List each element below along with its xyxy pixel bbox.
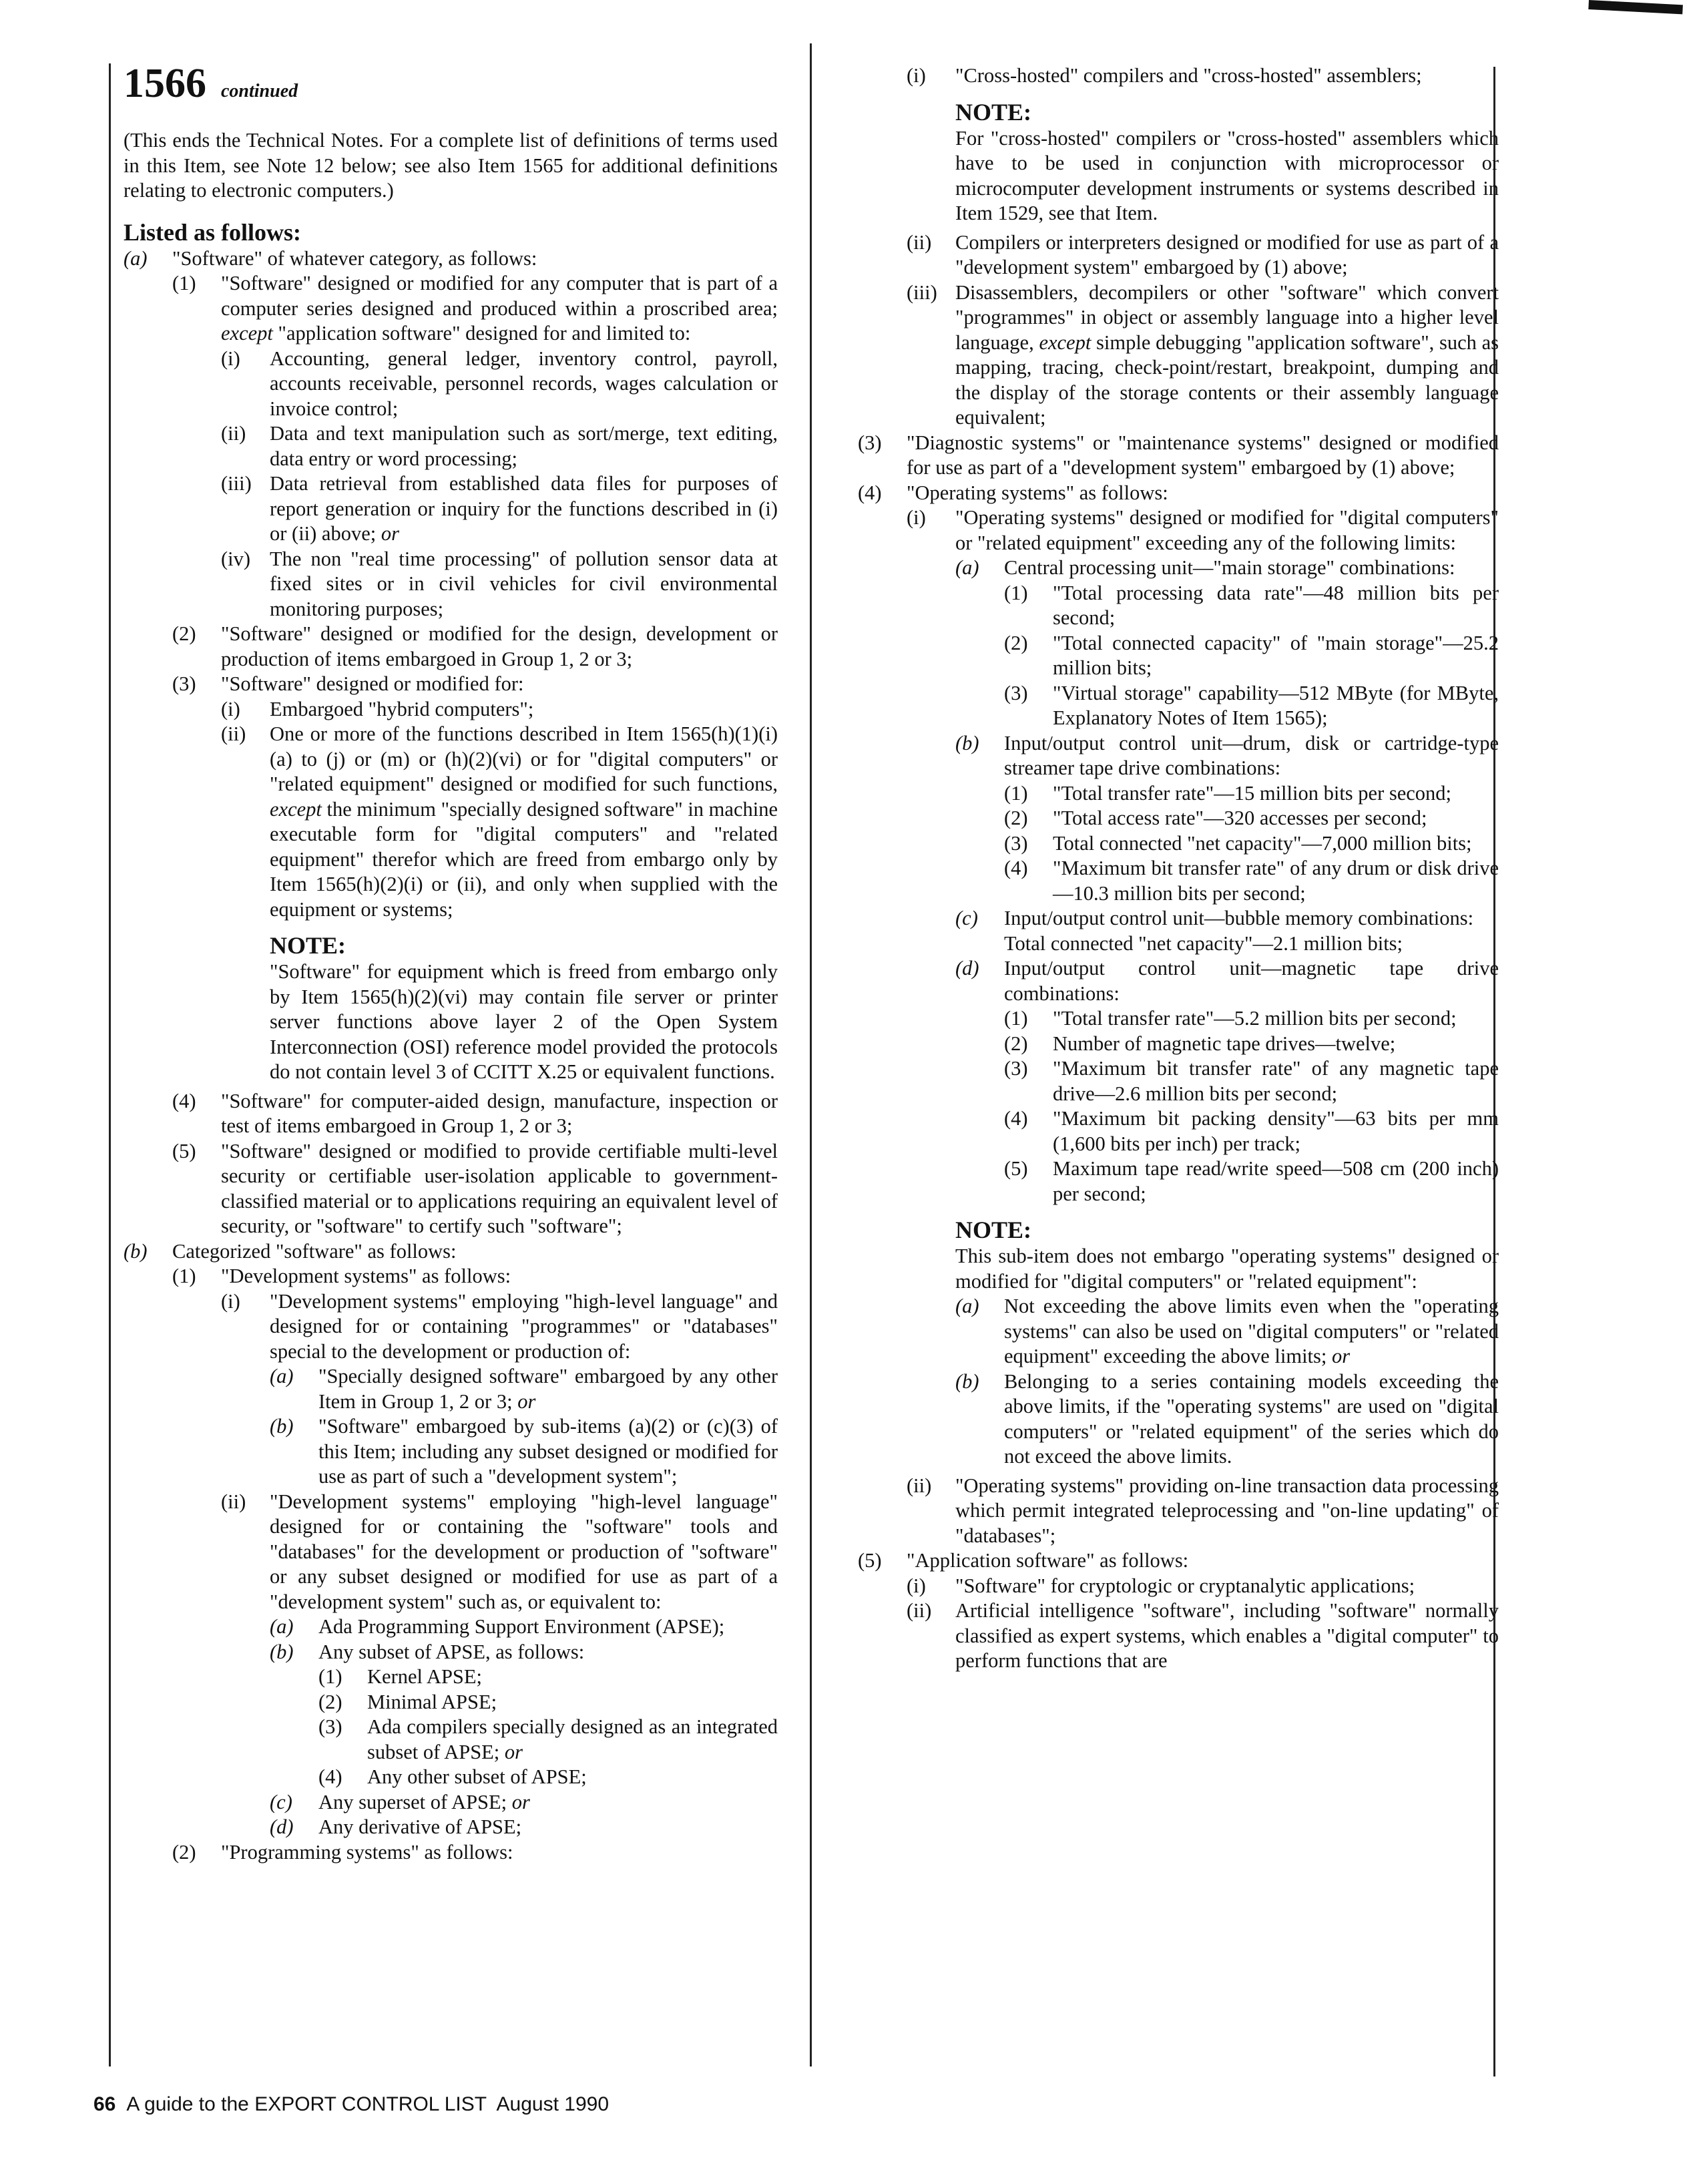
item-label: (1) [1004, 1007, 1028, 1030]
note-text: This sub-item does not embargo "operating systems" designed or modified for "digital computers" or "related equipment": [955, 1245, 1499, 1293]
list-item [955, 1369, 1499, 1470]
note-block [858, 98, 1499, 226]
list-item [124, 547, 778, 622]
list-item [858, 230, 1499, 280]
emphasis: except [1039, 331, 1092, 354]
item-text: Categorized "software" as follows: [172, 1239, 457, 1263]
item-text: "Total access rate"—320 accesses per second; [1053, 807, 1427, 829]
list-item [858, 280, 1499, 431]
item-text: "Total processing data rate"—48 million bits per second; [1053, 581, 1499, 629]
list-item [858, 556, 1499, 581]
list-item [858, 1598, 1499, 1674]
item-label: (i) [221, 347, 240, 370]
item-label: (b) [124, 1239, 148, 1263]
item-text: Input/output control unit—magnetic tape drive combinations: [1004, 957, 1499, 1005]
item-text: Central processing unit—"main storage" combinations: [1004, 556, 1455, 579]
item-label: (3) [318, 1715, 342, 1738]
note-block [858, 1216, 1499, 1470]
list-item [124, 697, 778, 722]
item-label: (4) [1004, 1107, 1028, 1130]
list-item [124, 421, 778, 471]
emphasis: or [381, 522, 399, 545]
item-text [318, 1790, 778, 1815]
item-label: (d) [270, 1815, 294, 1838]
intro-paragraph: (This ends the Technical Notes. For a complete list of definitions of terms used in this Item, see Note 12 below; see also Item 1565 for additional definitions relating to electronic computers.) [124, 129, 778, 202]
item-text: "Operating systems" providing on-line transaction data processing which permit integrated teleprocessing and "on-line updating" of "databases"; [955, 1474, 1499, 1547]
item-text: "Operating systems" designed or modified for "digital computers" or "related equipment" exceeding any of the following limits: [955, 506, 1499, 554]
item-text: "Maximum bit transfer rate" of any drum or disk drive—10.3 million bits per second; [1053, 857, 1499, 905]
item-label: (3) [1004, 831, 1028, 855]
list-item [124, 1614, 778, 1640]
list-item [124, 1640, 778, 1665]
item-text: Input/output control unit—drum, disk or cartridge-type streamer tape drive combinations: [1004, 731, 1499, 779]
item-label: (b) [955, 731, 979, 754]
note-block [124, 931, 778, 1085]
item-text: "Development systems" employing "high-level language" designed for or containing the "software" tools and "databases" for the development or production of "software" or any subset designed or modified for use as part of a "development system" such as, or equivalent to: [270, 1490, 778, 1613]
item-text: "Total connected capacity" of "main storage"—25.2 million bits; [1053, 631, 1499, 679]
item-label: (ii) [221, 1490, 246, 1513]
emphasis: except [221, 322, 273, 345]
emphasis: or [1332, 1345, 1351, 1367]
text-part: Ada compilers specially designed as an integrated subset of APSE; [367, 1715, 778, 1763]
item-label: (i) [221, 697, 240, 720]
list-item [124, 1414, 778, 1490]
list-item [858, 1574, 1499, 1599]
item-label: (a) [955, 1295, 979, 1317]
item-label: (5) [1004, 1157, 1028, 1180]
list-item [858, 1006, 1499, 1032]
page-number: 66 [93, 2093, 116, 2115]
list-item [858, 581, 1499, 631]
item-label: (d) [955, 957, 979, 979]
item-label: (2) [1004, 1032, 1028, 1055]
item-label: (iv) [221, 547, 251, 570]
item-text [1004, 1294, 1499, 1369]
list-item [858, 731, 1499, 781]
list-item [124, 722, 778, 922]
item-text: Belonging to a series containing models exceeding the above limits, if the "operating systems" are used on "digital computers" or "related equipment" of the series which do not exceed the above limits. [1004, 1369, 1499, 1468]
item-label: (2) [172, 622, 196, 645]
list-item [124, 622, 778, 672]
list-item [858, 681, 1499, 731]
item-label: (1) [318, 1665, 342, 1688]
item-text: "Software" for computer-aided design, manufacture, inspection or test of items embargoed in Group 1, 2 or 3; [221, 1089, 778, 1137]
item-text: "Operating systems" as follows: [907, 481, 1168, 504]
item-text: "Maximum bit packing density"—63 bits per mm (1,600 bits per inch) per track; [1053, 1107, 1499, 1155]
list-item [124, 1715, 778, 1765]
list-item [858, 1156, 1499, 1207]
item-label: (b) [270, 1415, 294, 1438]
left-column-rule [109, 63, 111, 2066]
item-label: (3) [858, 431, 882, 454]
item-text: The non "real time processing" of pollution sensor data at fixed sites or in civil vehicles for civil environmental monitoring purposes; [270, 547, 778, 620]
item-text: "Cross-hosted" compilers and "cross-hosted" assemblers; [955, 64, 1422, 87]
item-label: (b) [270, 1640, 294, 1663]
list-item [124, 246, 778, 272]
list-item [124, 1815, 778, 1840]
item-label: (iii) [907, 280, 937, 304]
item-text: Input/output control unit—bubble memory combinations: [1004, 907, 1474, 929]
item-label: (4) [172, 1089, 196, 1112]
text-part: Disassemblers, decompilers or other "software" which convert "programmes" in object or assembly language into a higher level language, [955, 280, 1499, 354]
item-label: (c) [270, 1790, 292, 1813]
item-label: (ii) [221, 722, 246, 745]
list-item [124, 1765, 778, 1790]
list-item [858, 1032, 1499, 1057]
item-text [221, 271, 778, 347]
list-item [124, 1840, 778, 1866]
item-label: (4) [1004, 857, 1028, 879]
item-text: "Software" designed or modified for the design, development or production of items embargoed in Group 1, 2 or 3; [221, 622, 778, 670]
item-label: (i) [907, 1574, 926, 1597]
list-item [124, 1089, 778, 1139]
note-title: NOTE: [955, 1217, 1032, 1243]
center-column-rule [810, 43, 812, 2066]
item-label: (2) [318, 1690, 342, 1713]
item-text [270, 471, 778, 547]
item-label: (4) [858, 481, 882, 504]
item-label: (5) [172, 1139, 196, 1162]
text-part: the minimum "specially designed software" in machine executable form for "digital computers" and "related equipment" therefor which are freed from embargo only by Item 1565(h)(2)(i) or (ii), and only when supplied with the equipment or systems; [270, 797, 778, 921]
item-text: "Software" embargoed by sub-items (a)(2) or (c)(3) of this Item; including any subset designed or modified for use as part of such a "development system"; [318, 1415, 778, 1488]
right-column [858, 63, 1499, 1674]
item-text: "Maximum bit transfer rate" of any magnetic tape drive—2.6 million bits per second; [1053, 1057, 1499, 1105]
text-part: "Software" designed or modified for any computer that is part of a computer series designed and produced within a proscribed area; [221, 272, 778, 320]
item-label: (i) [907, 506, 926, 529]
list-item [858, 1548, 1499, 1574]
list-item [858, 831, 1499, 857]
list-item [124, 1239, 778, 1265]
item-text [367, 1715, 778, 1765]
list-item [858, 906, 1499, 931]
item-label: (1) [1004, 581, 1028, 604]
list-item [124, 471, 778, 547]
list-item [858, 431, 1499, 481]
list-item [124, 1490, 778, 1615]
item-text: Any subset of APSE, as follows: [318, 1640, 585, 1663]
emphasis: or [511, 1790, 530, 1813]
emphasis: or [504, 1740, 523, 1763]
page-footer [93, 2093, 609, 2116]
item-text: Embargoed "hybrid computers"; [270, 697, 534, 720]
item-text: Minimal APSE; [367, 1690, 497, 1713]
item-label: (iii) [221, 472, 252, 495]
list-item [124, 1139, 778, 1239]
item-text: "Diagnostic systems" or "maintenance systems" designed or modified for use as part of a "development system" embargoed by (1) above; [907, 431, 1499, 479]
item-text: "Total transfer rate"—15 million bits per second; [1053, 781, 1452, 805]
item-label: (1) [1004, 781, 1028, 805]
item-text: "Software" for cryptologic or cryptanalytic applications; [955, 1574, 1415, 1597]
note-text: For "cross-hosted" compilers or "cross-hosted" assemblers which have to be used in conjunction with microprocessor or microcomputer development instruments or systems described in Item 1529, see that Item. [955, 126, 1499, 224]
text-part: simple debugging "application software", such as mapping, tracing, check-point/restart, breakpoint, dumping and the display of the storage contents or their assembly language equivalent; [955, 331, 1499, 429]
note-title: NOTE: [270, 932, 346, 959]
note-title: NOTE: [955, 98, 1032, 126]
item-text: "Software" designed or modified for: [221, 672, 524, 695]
text-part: Any superset of APSE; [318, 1790, 507, 1813]
item-text: Data and text manipulation such as sort/merge, text editing, data entry or word processing; [270, 422, 778, 470]
text-part: Data retrieval from established data files for purposes of report generation or inquiry for the functions described in (i) or (ii) above; [270, 472, 778, 545]
item-label: (b) [955, 1369, 979, 1393]
list-item [124, 347, 778, 422]
item-text: Maximum tape read/write speed—508 cm (200 inch) per second; [1053, 1157, 1499, 1205]
emphasis: or [517, 1389, 536, 1413]
item-text: Any other subset of APSE; [367, 1765, 587, 1788]
item-label: (a) [270, 1365, 294, 1387]
item-text: Ada Programming Support Environment (APSE); [318, 1615, 725, 1638]
item-text: "Virtual storage" capability—512 MByte (for MByte, Explanatory Notes of Item 1565); [1053, 681, 1499, 729]
item-label: (3) [1004, 681, 1028, 704]
item-label: (a) [124, 246, 148, 270]
page-edge-mark [1588, 0, 1683, 14]
item-text: "Application software" as follows: [907, 1549, 1189, 1572]
item-continued: continued [221, 81, 298, 101]
item-label: (ii) [907, 1599, 932, 1622]
item-label: (5) [858, 1549, 882, 1572]
item-text: "Total transfer rate"—5.2 million bits per second; [1053, 1007, 1457, 1030]
list-item [858, 856, 1499, 906]
left-column [124, 60, 778, 1865]
item-text: "Software" of whatever category, as follows: [172, 246, 537, 270]
note-text: "Software" for equipment which is freed from embargo only by Item 1565(h)(2)(vi) may contain file server or printer server functions above layer 2 of the Open System Interconnection (OSI) reference model provided the protocols do not contain level 3 of CCITT X.25 or equivalent functions. [270, 960, 778, 1083]
item-label: (3) [172, 672, 196, 695]
list-item [858, 631, 1499, 681]
item-text: "Development systems" as follows: [221, 1265, 511, 1287]
list-item [858, 781, 1499, 807]
list-item [858, 1056, 1499, 1106]
item-text: Total connected "net capacity"—7,000 million bits; [1053, 831, 1472, 855]
text-part: One or more of the functions described in Item 1565(h)(1)(i)(a) to (j) or (m) or (h)(2)(vi) or for "digital computers" or "related equipment" designed or modified for such functions, [270, 722, 778, 795]
item-label: (a) [270, 1615, 294, 1638]
item-label: (2) [1004, 631, 1028, 654]
item-label: (2) [172, 1840, 196, 1864]
list-item [955, 1294, 1499, 1369]
text-part: "application software" designed for and limited to: [278, 322, 691, 345]
list-item [858, 1474, 1499, 1549]
item-label: (ii) [221, 422, 246, 445]
list-item [124, 1289, 778, 1365]
item-label: (1) [172, 1265, 196, 1287]
item-label: (a) [955, 556, 979, 579]
item-text [955, 280, 1499, 431]
item-text: "Programming systems" as follows: [221, 1840, 513, 1864]
item-text [318, 1364, 778, 1414]
item-label: (2) [1004, 807, 1028, 829]
list-item [858, 956, 1499, 1006]
item-label: (ii) [907, 1474, 932, 1497]
list-item [124, 1364, 778, 1414]
list-item [858, 505, 1499, 556]
item-text: Kernel APSE; [367, 1665, 482, 1688]
list-item [124, 271, 778, 347]
text-part: Not exceeding the above limits even when the "operating systems" can also be used on "digital computers" or "related equipment" exceeding the above limits; [1004, 1295, 1499, 1367]
item-label: (ii) [907, 230, 932, 254]
item-label: (4) [318, 1765, 342, 1788]
list-item [858, 1106, 1499, 1156]
text-part: "Specially designed software" embargoed by any other Item in Group 1, 2 or 3; [318, 1365, 778, 1413]
item-text: Any derivative of APSE; [318, 1815, 522, 1838]
list-item [858, 806, 1499, 831]
list-item [124, 1665, 778, 1690]
item-label: (3) [1004, 1057, 1028, 1080]
footer-title: A guide to the EXPORT CONTROL LIST August 1990 [126, 2093, 609, 2115]
item-text: Artificial intelligence "software", including "software" normally classified as expert systems, which enables a "digital computer" to perform functions that are [955, 1599, 1499, 1672]
list-item [124, 1264, 778, 1289]
list-item [858, 481, 1499, 506]
item-text: "Software" designed or modified to provide certifiable multi-level security or certifiable user-isolation applicable to government-classified material or to applications requiring an equivalent level of security, or "software" to certify such "software"; [221, 1139, 778, 1237]
item-label: (i) [907, 64, 926, 87]
list-item [124, 1790, 778, 1815]
listed-heading: Listed as follows: [124, 218, 302, 246]
item-number: 1566 [124, 61, 206, 106]
item-text: "Development systems" employing "high-level language" and designed for or containing "programmes" or "databases" special to the development or production of: [270, 1289, 778, 1363]
sub-text: Total connected "net capacity"—2.1 million bits; [1004, 931, 1403, 955]
item-label: (c) [955, 907, 978, 929]
item-label: (1) [172, 272, 196, 294]
item-text: Compilers or interpreters designed or modified for use as part of a "development system" embargoed by (1) above; [955, 230, 1499, 278]
item-label: (i) [221, 1289, 240, 1313]
item-text: Number of magnetic tape drives—twelve; [1053, 1032, 1396, 1055]
emphasis: except [270, 797, 322, 821]
item-header [124, 60, 778, 112]
list-item [124, 1690, 778, 1715]
list-item [858, 63, 1499, 89]
list-item [124, 672, 778, 697]
item-text [270, 722, 778, 922]
item-text: Accounting, general ledger, inventory control, payroll, accounts receivable, personnel records, wages calculation or invoice control; [270, 347, 778, 420]
